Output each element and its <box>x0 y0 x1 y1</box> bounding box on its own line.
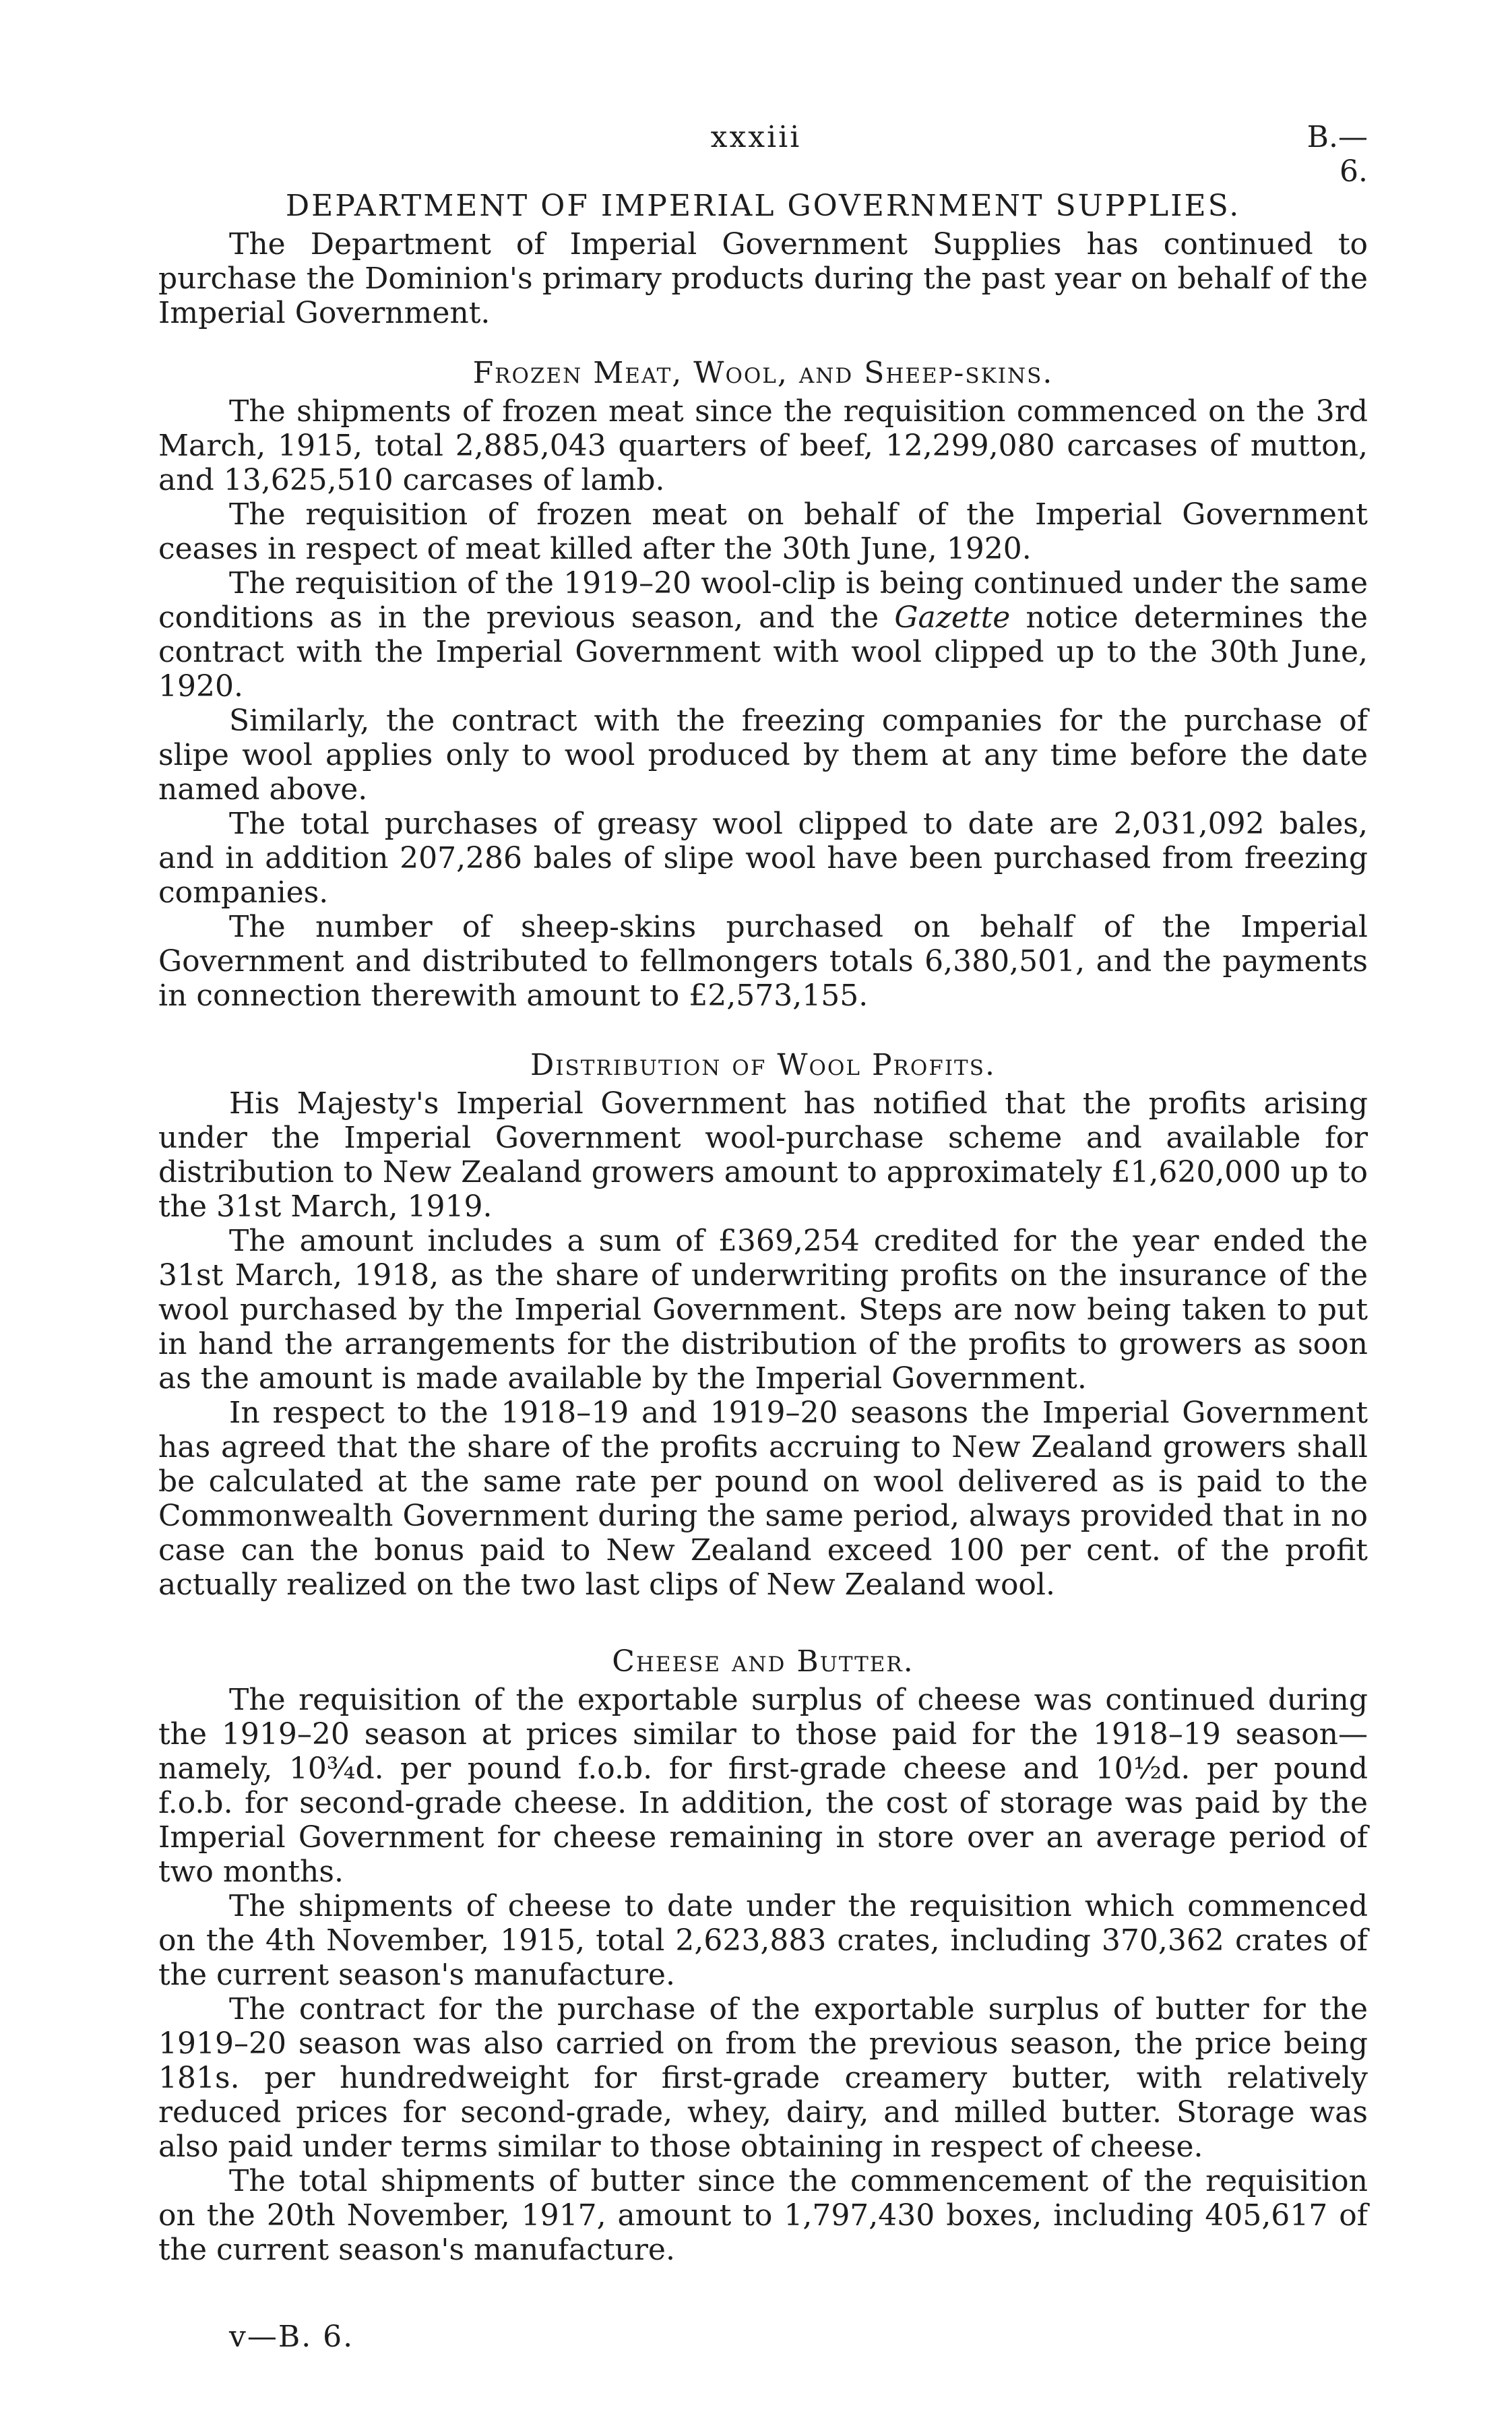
wool-profits-paragraph-1: His Majesty's Imperial Government has notified that the profits arising under the Imperial Government wool-purchase scheme and available for distribution to New Zealand growers amount to approximately £1,620,000 up to the 31st March, 1919. <box>158 1086 1368 1224</box>
department-heading: DEPARTMENT OF IMPERIAL GOVERNMENT SUPPLIES. <box>285 189 1241 223</box>
wool-profits-heading: Distribution of Wool Profits. <box>530 1048 996 1082</box>
frozen-paragraph-1: The shipments of frozen meat since the requisition commenced on the 3rd March, 1915, total 2,885,043 quarters of beef, 12,299,080 carcases of mutton, and 13,625,510 carcases of lamb. <box>158 394 1368 497</box>
cheese-paragraph-3: The contract for the purchase of the exportable surplus of butter for the 1919–20 season was also carried on from the previous season, the price being 181s. per hundredweight for first-grade creamery butter, with relatively reduced prices for second-grade, whey, dairy, and milled butter. Storage was also paid under terms similar to those obtaining in respect of cheese. <box>158 1992 1368 2164</box>
cheese-butter-heading: Cheese and Butter. <box>612 1644 914 1679</box>
section-frozen-meat <box>158 356 1368 1013</box>
section-cheese-butter <box>158 1644 1368 2267</box>
cheese-paragraph-1: The requisition of the exportable surplus of cheese was continued during the 1919–20 season at prices similar to those paid for the 1918–19 season—namely, 10¾d. per pound f.o.b. for first-grade cheese and 10½d. per pound f.o.b. for second-grade cheese. In addition, the cost of storage was paid by the Imperial Government for cheese remaining in store over an average period of two months. <box>158 1683 1368 1889</box>
frozen-paragraph-4: Similarly, the contract with the freezing companies for the purchase of slipe wool applies only to wool produced by them at any time before the date named above. <box>158 704 1368 807</box>
frozen-paragraph-2: The requisition of frozen meat on behalf of the Imperial Government ceases in respect of meat killed after the 30th June, 1920. <box>158 497 1368 566</box>
frozen-paragraph-3 <box>158 566 1368 704</box>
series-reference: B.—6. <box>1306 120 1368 189</box>
department-paragraph-1: The Department of Imperial Government Supplies has continued to purchase the Dominion's primary products during the past year on behalf of the Imperial Government. <box>158 227 1368 330</box>
frozen-paragraph-3-start: The requisition of the 1919–20 wool-clip is being continued under the same conditions as in the previous season, and the <box>158 566 1368 635</box>
cheese-paragraph-4: The total shipments of butter since the commencement of the requisition on the 20th November, 1917, amount to 1,797,430 boxes, including 405,617 of the current season's manufacture. <box>158 2164 1368 2267</box>
frozen-paragraph-5: The total purchases of greasy wool clipped to date are 2,031,092 bales, and in addition 207,286 bales of slipe wool have been purchased from freezing companies. <box>158 807 1368 910</box>
wool-profits-paragraph-2: The amount includes a sum of £369,254 credited for the year ended the 31st March, 1918, as the share of underwriting profits on the insurance of the wool purchased by the Imperial Government. Steps are now being taken to put in hand the arrangements for the distribution of the profits to growers as soon as the amount is made available by the Imperial Government. <box>158 1224 1368 1396</box>
gazette-title: Gazette <box>894 600 1011 635</box>
frozen-paragraph-3-end: notice determines the contract with the Imperial Government with wool clipped up to the 30th June, 1920. <box>158 600 1368 704</box>
page-number: xxxiii <box>710 120 802 154</box>
section-department <box>158 189 1368 330</box>
frozen-paragraph-6: The number of sheep-skins purchased on behalf of the Imperial Government and distributed to fellmongers totals 6,380,501, and the payments in connection therewith amount to £2,573,155. <box>158 910 1368 1013</box>
cheese-paragraph-2: The shipments of cheese to date under the requisition which commenced on the 4th November, 1915, total 2,623,883 crates, including 370,362 crates of the current season's manufacture. <box>158 1889 1368 1992</box>
section-wool-profits <box>158 1048 1368 1602</box>
wool-profits-paragraph-3: In respect to the 1918–19 and 1919–20 seasons the Imperial Government has agreed that the share of the profits accruing to New Zealand growers shall be calculated at the same rate per pound on wool delivered as is paid to the Commonwealth Government during the same period, always provided that in no case can the bonus paid to New Zealand exceed 100 per cent. of the profit actually realized on the two last clips of New Zealand wool. <box>158 1396 1368 1602</box>
frozen-meat-heading: Frozen Meat, Wool, and Sheep-skins. <box>472 356 1054 390</box>
signature-mark: v—B. 6. <box>229 2320 354 2354</box>
